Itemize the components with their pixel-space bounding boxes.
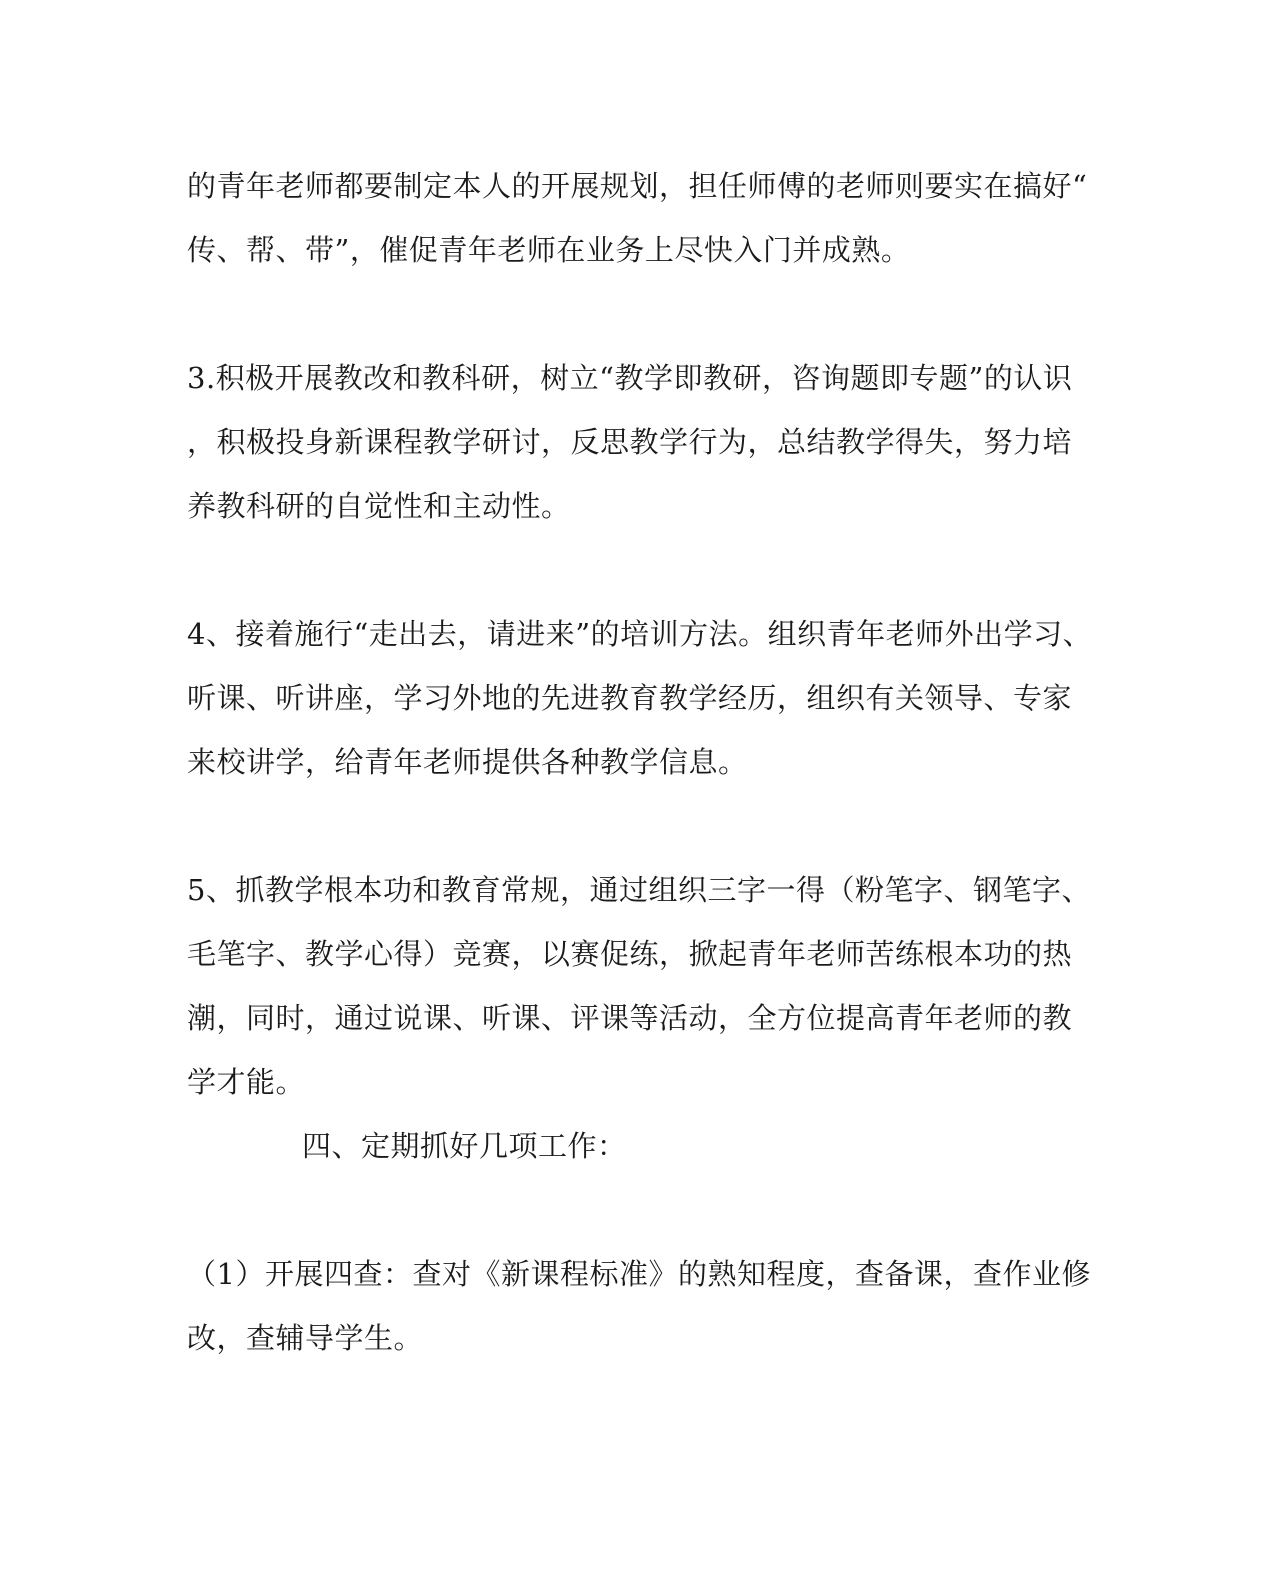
paragraph-2-line-2: ，积极投身新课程教学研讨，反思教学行为，总结教学得失，努力培 bbox=[187, 425, 1073, 459]
paragraph-4-line-1: 5、抓教学根本功和教育常规，通过组织三字一得（粉笔字、钢笔字、 bbox=[187, 873, 1091, 907]
paragraph-2-line-1: 3.积极开展教改和教科研，树立“教学即教研，咨询题即专题”的认识 bbox=[187, 361, 1073, 395]
paragraph-3-line-3: 来校讲学，给青年老师提供各种教学信息。 bbox=[187, 745, 748, 779]
paragraph-2-line-3: 养教科研的自觉性和主动性。 bbox=[187, 489, 571, 523]
paragraph-3-line-2: 听课、听讲座，学习外地的先进教育教学经历，组织有关领导、专家 bbox=[187, 681, 1073, 715]
section-heading: 四、定期抓好几项工作： bbox=[302, 1129, 627, 1163]
paragraph-4-line-2: 毛笔字、教学心得）竞赛，以赛促练，掀起青年老师苦练根本功的热 bbox=[187, 937, 1073, 971]
paragraph-1-line-2: 传、帮、带”，催促青年老师在业务上尽快入门并成熟。 bbox=[187, 233, 911, 267]
paragraph-1-line-1: 的青年老师都要制定本人的开展规划，担任师傅的老师则要实在搞好“ bbox=[187, 169, 1088, 203]
paragraph-6-line-2: 改，查辅导学生。 bbox=[187, 1321, 424, 1355]
paragraph-3-line-1: 4、接着施行“走出去，请进来”的培训方法。组织青年老师外出学习、 bbox=[187, 617, 1093, 651]
paragraph-4-line-3: 潮，同时，通过说课、听课、评课等活动，全方位提高青年老师的教 bbox=[187, 1001, 1073, 1035]
paragraph-4-line-4: 学才能。 bbox=[187, 1065, 306, 1099]
paragraph-6-line-1: （1）开展四查：查对《新课程标准》的熟知程度，查备课，查作业修 bbox=[187, 1257, 1091, 1291]
